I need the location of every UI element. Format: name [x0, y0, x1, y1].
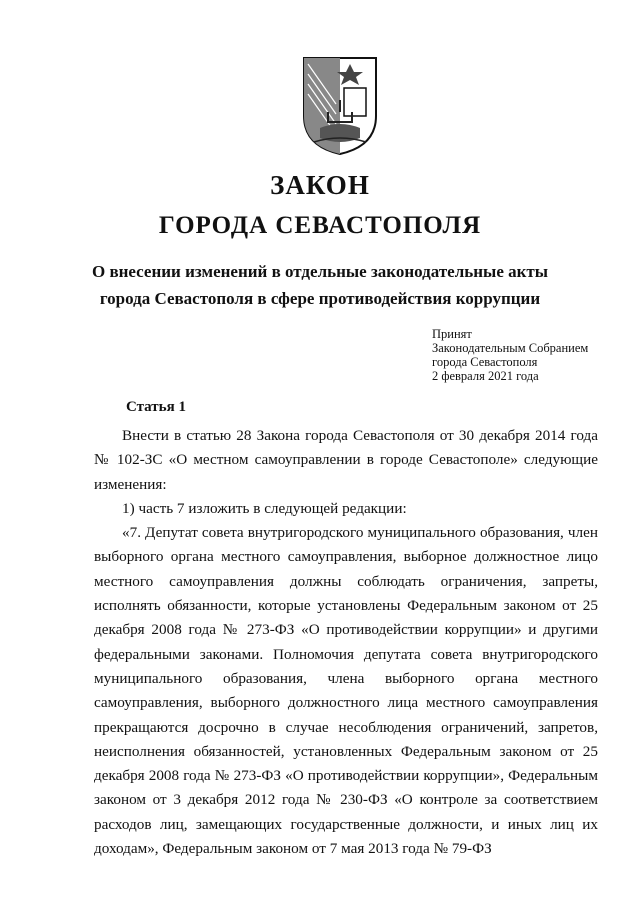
- law-subject: [0, 258, 640, 312]
- article-body: [94, 424, 598, 861]
- subject-line-2: города Севастополя в сфере противодействия коррупции: [99, 289, 541, 308]
- paragraph-2: 1) часть 7 изложить в следующей редакции:: [122, 499, 407, 517]
- sevastopol-coat-of-arms-icon: [300, 54, 380, 158]
- article-heading: Статья 1: [126, 399, 186, 415]
- law-city-title: ГОРОДА СЕВАСТОПОЛЯ: [158, 212, 482, 239]
- adoption-line-2: Законодательным Собранием: [432, 341, 589, 355]
- paragraph-1: Внести в статью 28 Закона города Севастополя от 30 декабря 2014 года № 102-ЗС «О местном самоуправлении в городе Севастополе» следующие изменения:: [94, 427, 598, 493]
- adoption-date: 2 февраля 2021 года: [432, 369, 539, 383]
- adoption-line-3: города Севастополя: [432, 355, 538, 369]
- paragraph-3: «7. Депутат совета внутригородского муниципального образования, член выборного органа местного самоуправления, выборное должностное лицо местного самоуправления должны соблюдать ограничения, запреты, исполнять обязанности, которые установлены Федеральным законом от 25 декабря 2008 года № 273-ФЗ «О противодействии коррупции» и другими федеральными законами. Полномочия депутата совета внутригородского муниципального образования, члена выборного органа местного самоуправления, выборного должностного лица местного самоуправления прекращаются досрочно в случае несоблюдения ограничений, запретов, неисполнения обязанностей, установленных Федеральным законом от 25 декабря 2008 года № 273-ФЗ «О противодействии коррупции», Федеральным законом от 3 декабря 2012 года № 230-ФЗ «О контроле за соответствием расходов лиц, замещающих государственные должности, и иных лиц их доходам», Федеральным законом от 7 мая 2013 года № 79-ФЗ: [94, 524, 598, 858]
- law-title: ЗАКОН: [270, 170, 370, 200]
- adoption-line-1: Принят: [432, 327, 472, 341]
- subject-line-1: О внесении изменений в отдельные законодательные акты: [91, 262, 549, 281]
- adoption-block: [432, 327, 588, 383]
